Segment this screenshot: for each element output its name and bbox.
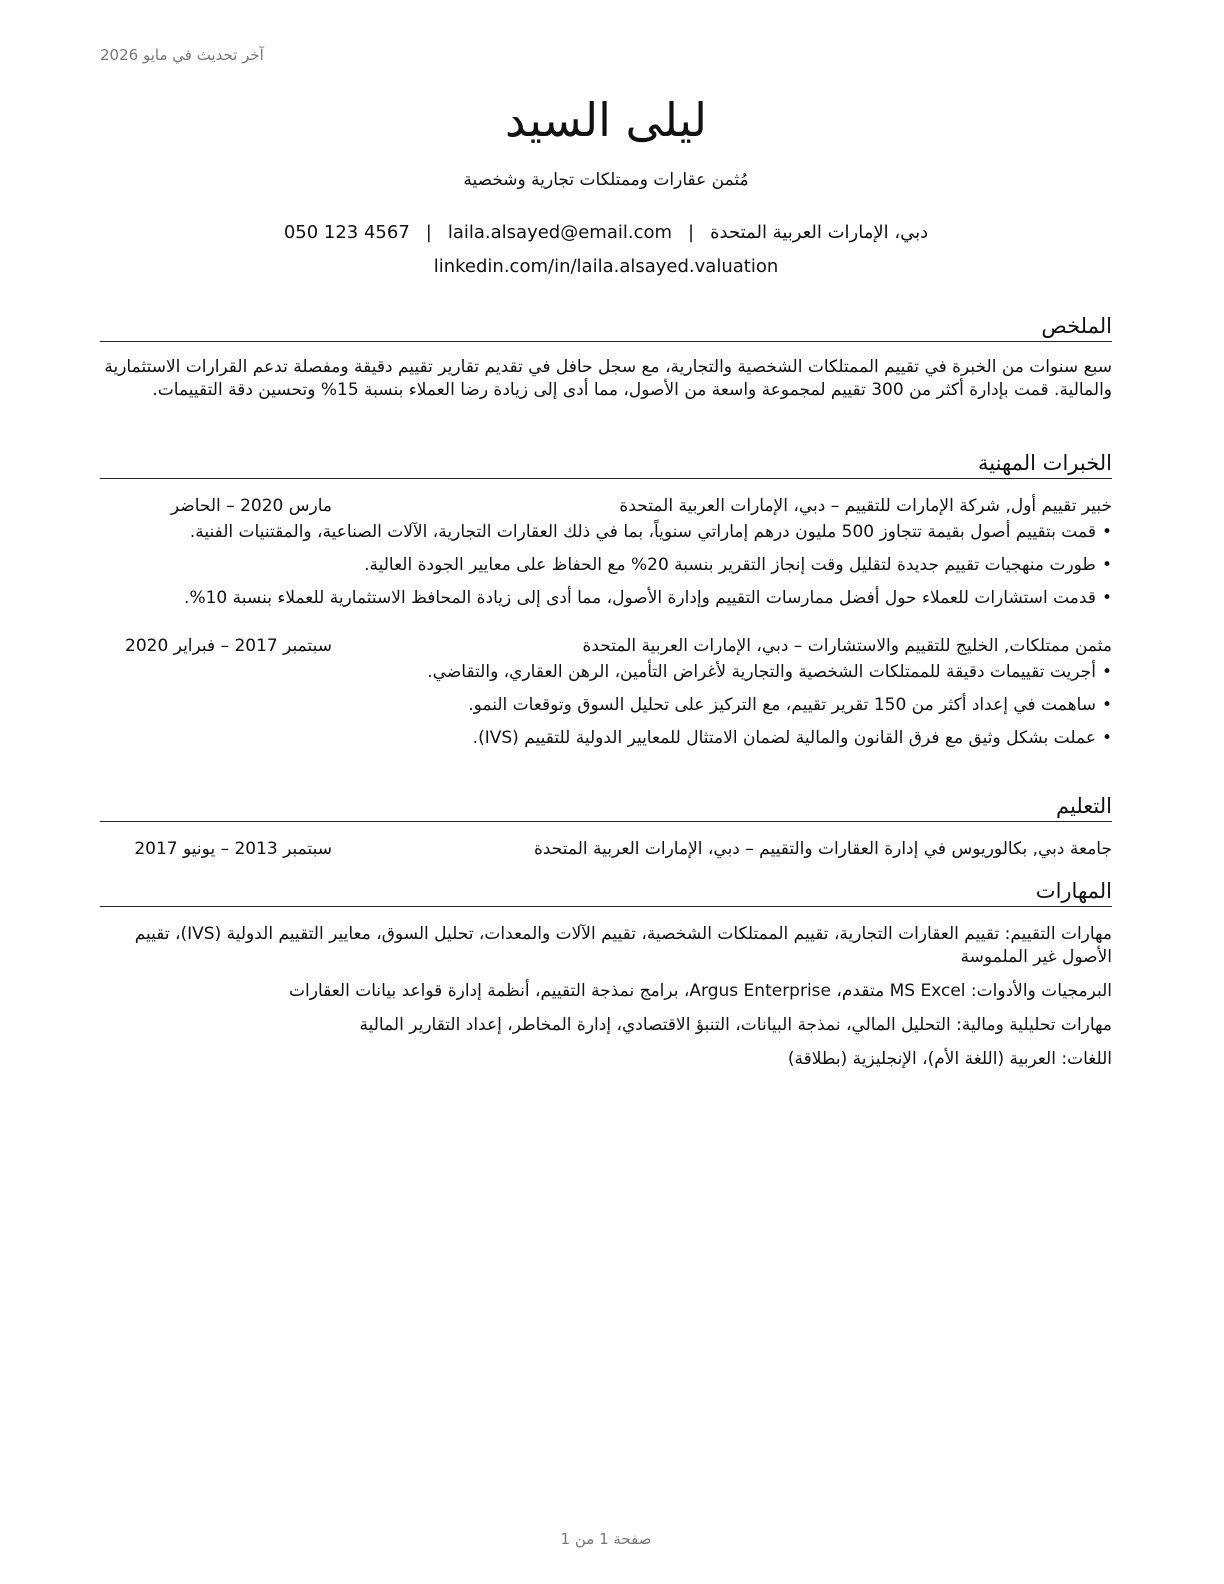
list-item: • ساهمت في إعداد أكثر من 150 تقرير تقييم، مع التركيز على تحليل السوق وتوقعات النمو. — [100, 694, 1112, 716]
separator: | — [425, 222, 432, 243]
section-heading: التعليم — [100, 792, 1112, 822]
section-heading: الخبرات المهنية — [100, 449, 1112, 479]
education-dates: سبتمبر 2013 – يونيو 2017 — [134, 839, 332, 859]
skill-line: مهارات تحليلية ومالية: التحليل المالي، نمذجة البيانات، التنبؤ الاقتصادي، إدارة المخاطر، إعداد التقارير المالية — [359, 1015, 1112, 1035]
job-bullets — [100, 521, 1112, 609]
page-number: صفحة 1 من 1 — [560, 1530, 652, 1548]
skills-section — [100, 877, 1112, 1071]
job-header — [100, 495, 1112, 517]
list-item: • طورت منهجيات تقييم جديدة لتقليل وقت إنجاز التقرير بنسبة 20% مع الحفاظ على معايير الجودة العالية. — [100, 554, 1112, 576]
location: دبي، الإمارات العربية المتحدة — [710, 222, 929, 243]
job-entry — [100, 635, 1112, 749]
list-item: • قمت بتقييم أصول بقيمة تتجاوز 500 مليون درهم إماراتي سنوياً، بما في ذلك العقارات التجارية، الآلات الصناعية، والمقتنيات الفنية. — [100, 521, 1112, 543]
experience-section — [100, 449, 1112, 749]
phone: 050 123 4567 — [283, 222, 410, 243]
job-role: خبير تقييم أول, شركة الإمارات للتقييم – دبي، الإمارات العربية المتحدة — [619, 496, 1112, 516]
education-section — [100, 792, 1112, 860]
summary-section — [100, 312, 1112, 402]
job-dates: مارس 2020 – الحاضر — [170, 496, 332, 516]
education-degree: جامعة دبي, بكالوريوس في إدارة العقارات والتقييم – دبي، الإمارات العربية المتحدة — [533, 839, 1112, 859]
job-title: مُثمن عقارات وممتلكات تجارية وشخصية — [463, 170, 749, 190]
resume-page — [100, 0, 1112, 1584]
summary-text: سبع سنوات من الخبرة في تقييم الممتلكات الشخصية والتجارية، مع سجل حافل في تقديم تقارير تقييم دقيقة ومفصلة تدعم القرارات الاستثمارية والمالية. قمت بإدارة أكثر من 300 تقييم لمجموعة واسعة من الأصول، مما أدى إلى زيادة رضا العملاء بنسبة 15% وتحسين دقة التقييمات. — [104, 357, 1112, 400]
job-role: مثمن ممتلكات, الخليج للتقييم والاستشارات – دبي، الإمارات العربية المتحدة — [582, 636, 1112, 656]
skill-line: مهارات التقييم: تقييم العقارات التجارية، تقييم الممتلكات الشخصية، تقييم الآلات والمعدات، تحليل السوق، معايير التقييم الدولية (IVS)، تقييم الأصول غير الملموسة — [134, 924, 1112, 967]
email[interactable]: laila.alsayed@email.com — [447, 222, 673, 243]
skill-line: البرمجيات والأدوات: MS Excel متقدم، Argus Enterprise، برامج نمذجة التقييم، أنظمة إدارة قواعد بيانات العقارات — [289, 981, 1112, 1001]
list-item: • قدمت استشارات للعملاء حول أفضل ممارسات التقييم وإدارة الأصول، مما أدى إلى زيادة المحافظ الاستثمارية للعملاء بنسبة 10%. — [100, 587, 1112, 609]
list-item: • أجريت تقييمات دقيقة للممتلكات الشخصية والتجارية لأغراض التأمين، الرهن العقاري، والتقاضي. — [100, 661, 1112, 683]
separator: | — [688, 222, 695, 243]
job-dates: سبتمبر 2017 – فبراير 2020 — [125, 636, 332, 656]
job-header — [100, 635, 1112, 657]
last-updated: آخر تحديث في مايو 2026 — [100, 46, 264, 64]
skill-line: اللغات: العربية (اللغة الأم)، الإنجليزية (بطلاقة) — [787, 1049, 1112, 1069]
section-heading: المهارات — [100, 877, 1112, 907]
contact-line — [100, 222, 1112, 243]
education-entry — [100, 838, 1112, 860]
job-bullets — [100, 661, 1112, 749]
candidate-name: ليلى السيد — [505, 93, 707, 147]
section-heading: الملخص — [100, 312, 1112, 342]
job-entry — [100, 495, 1112, 609]
list-item: • عملت بشكل وثيق مع فرق القانون والمالية لضمان الامتثال للمعايير الدولية للتقييم (IVS). — [100, 727, 1112, 749]
linkedin-link[interactable]: linkedin.com/in/laila.alsayed.valuation — [433, 256, 779, 277]
